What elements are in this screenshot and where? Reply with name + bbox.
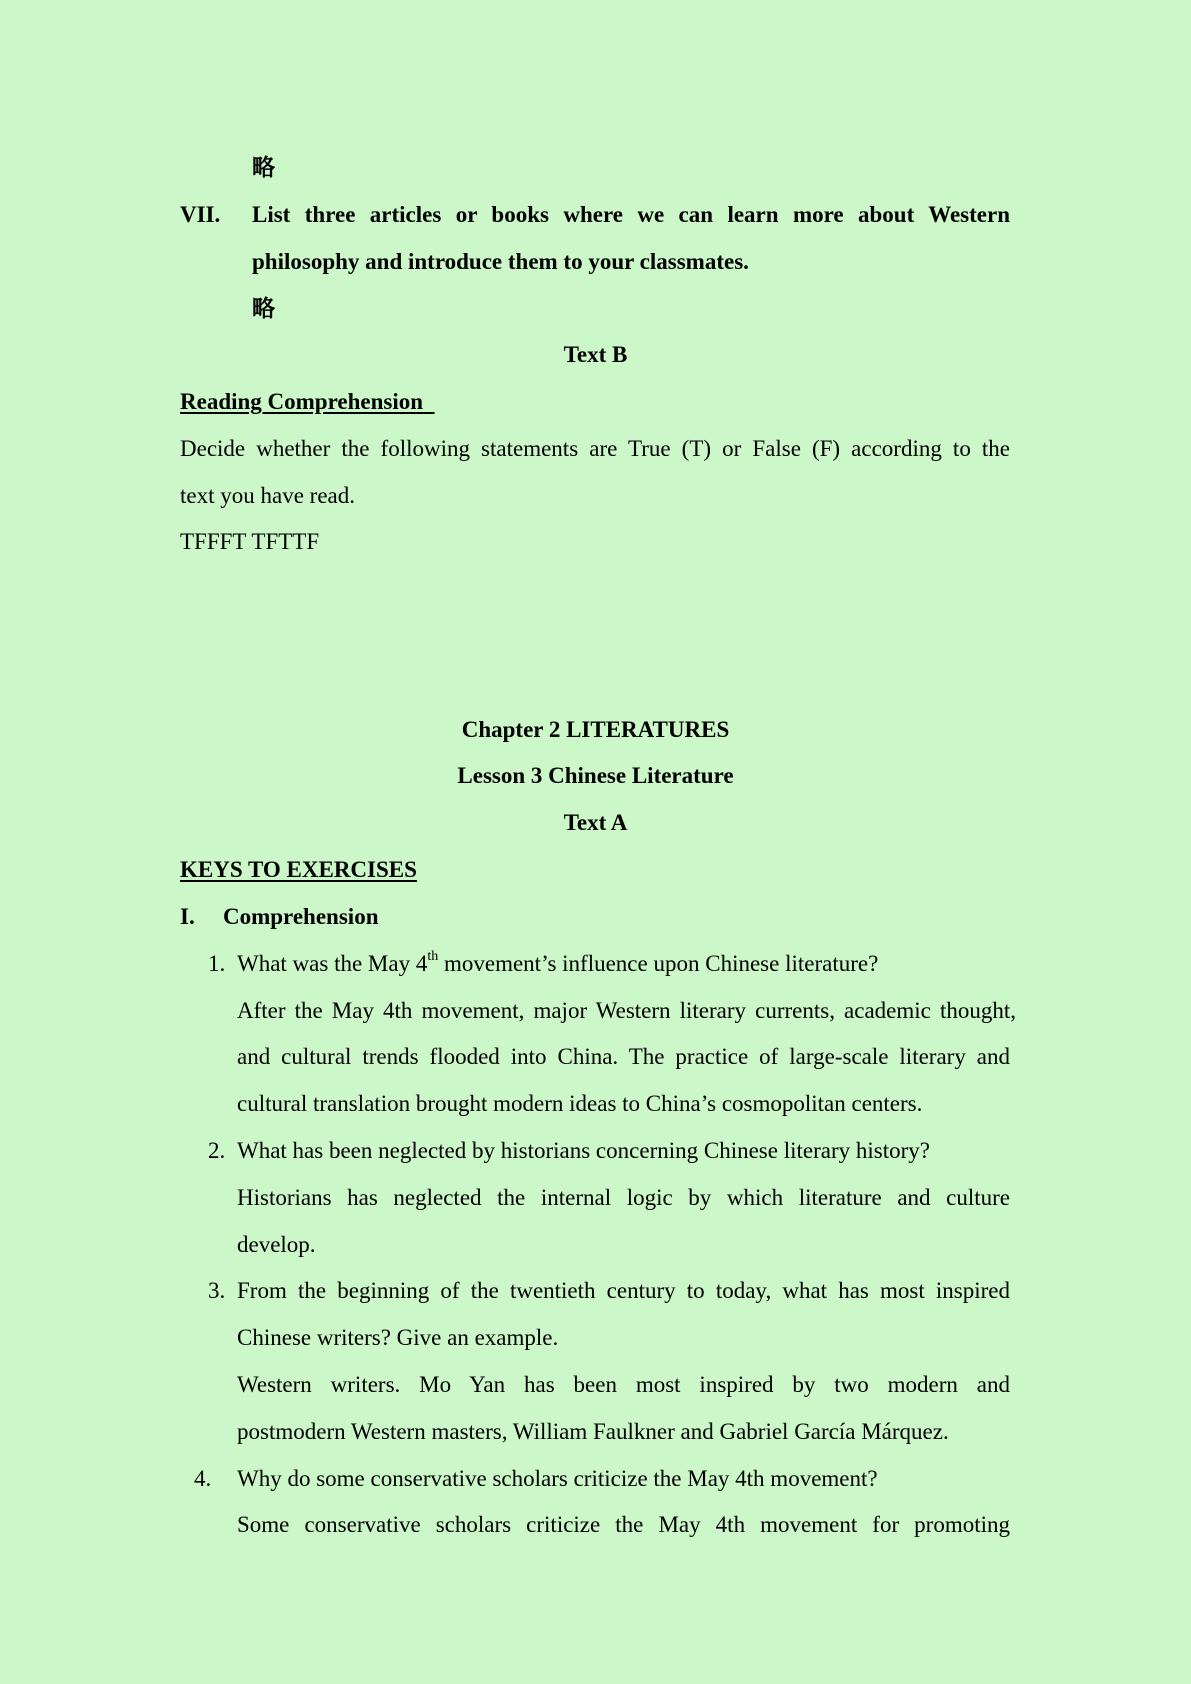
chapter-title: Chapter 2 LITERATURES — [461, 717, 730, 742]
omitted-mark: 略 — [252, 155, 275, 180]
answer-text: Some conservative scholars criticize the May 4th movement for promoting — [237, 1512, 1010, 1537]
lesson-title: Lesson 3 Chinese Literature — [457, 763, 734, 788]
question-text: What was the May 4th movement’s influence upon Chinese literature? — [237, 949, 879, 976]
omitted-mark: 略 — [252, 296, 275, 321]
question-text: From the beginning of the twentieth century to today, what has most inspired — [237, 1278, 1010, 1303]
instruction-text: Decide whether the following statements are True (T) or False (F) according to the — [180, 436, 1010, 461]
answer-text: cultural translation brought modern ideas to China’s cosmopolitan centers. — [237, 1091, 923, 1116]
question-text: What has been neglected by historians concerning Chinese literary history? — [237, 1138, 930, 1163]
question-number: 4. — [194, 1466, 212, 1491]
answer-text: Western writers. Mo Yan has been most inspired by two modern and — [237, 1372, 1010, 1397]
answer-text: postmodern Western masters, William Faulkner and Gabriel García Márquez. — [237, 1419, 949, 1444]
exercise-number-vii: VII. — [180, 202, 221, 227]
exercise-vii-text-cont: philosophy and introduce them to your classmates. — [252, 249, 749, 274]
answer-text: and cultural trends flooded into China. The practice of large-scale literary and — [237, 1044, 1010, 1069]
text-a-heading: Text A — [563, 810, 628, 835]
question-number: 3. — [208, 1278, 226, 1303]
text-b-heading: Text B — [563, 342, 628, 367]
question-number: 2. — [208, 1138, 226, 1163]
answer-text: Historians has neglected the internal logic by which literature and culture — [237, 1185, 1010, 1210]
keys-heading: KEYS TO EXERCISES — [180, 857, 417, 882]
section-number: I. — [180, 904, 195, 929]
section-heading-reading-comprehension: Reading Comprehension — [180, 389, 424, 414]
question-number: 1. — [208, 951, 226, 976]
question-text: Why do some conservative scholars criticize the May 4th movement? — [237, 1466, 878, 1491]
question-text-cont: Chinese writers? Give an example. — [237, 1325, 559, 1350]
answer-key: TFFFT TFTTF — [180, 529, 320, 554]
answer-text: develop. — [237, 1232, 316, 1257]
exercise-vii-text: List three articles or books where we can learn more about Western — [252, 202, 1010, 227]
answer-text: After the May 4th movement, major Western literary currents, academic thought, — [237, 998, 1016, 1023]
instruction-text-cont: text you have read. — [180, 483, 355, 508]
section-title: Comprehension — [223, 904, 379, 929]
